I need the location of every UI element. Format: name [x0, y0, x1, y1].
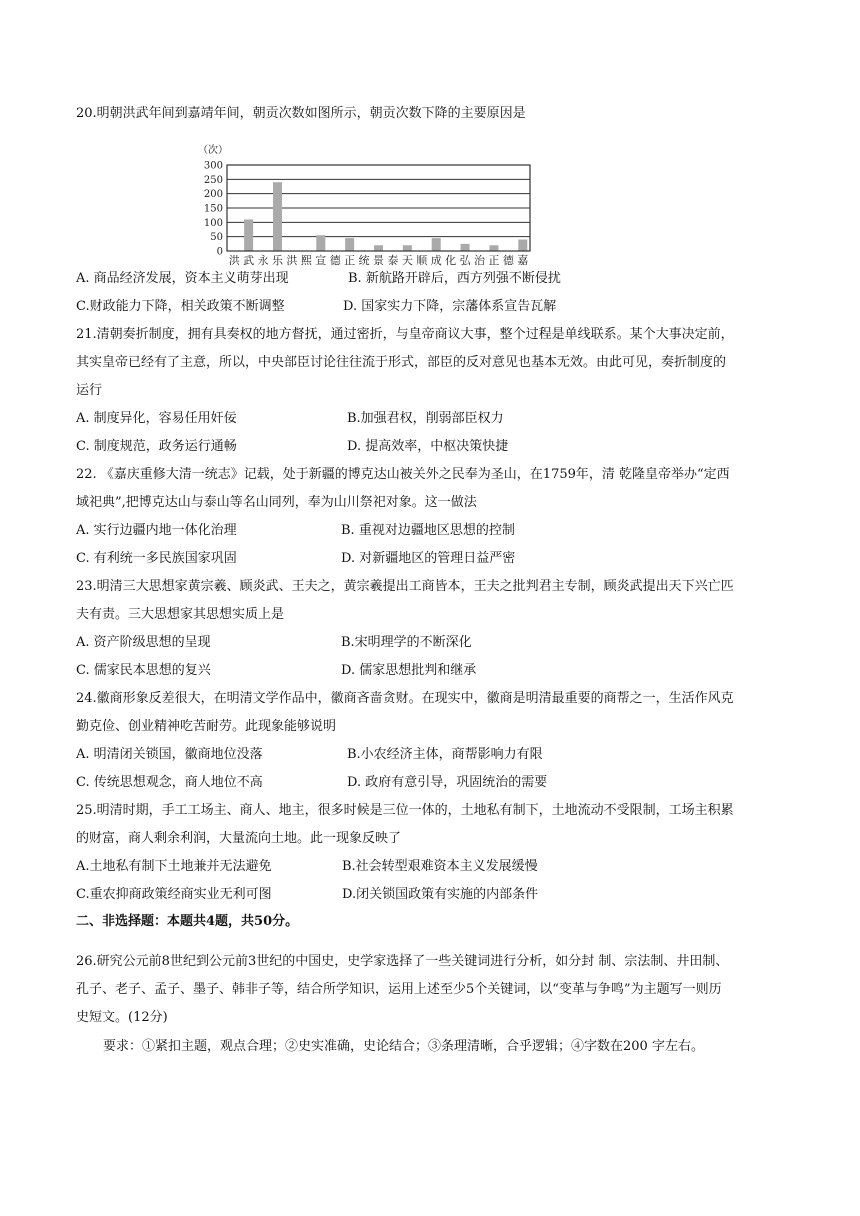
- chart-bars: [244, 182, 527, 251]
- x-tick-label: 成: [430, 254, 442, 267]
- q21-option-d: D. 提高效率，中枢决策快捷: [347, 439, 509, 454]
- q26-stem-line-1: 26.研究公元前8世纪到公元前3世纪的中国史，史学家选择了一些关键词进行分析，如分封 制、宗法制、井田制、: [76, 954, 729, 969]
- q22-option-c: C. 有利统一多民族国家巩固: [76, 551, 237, 566]
- x-tick-label: 顺: [416, 254, 428, 267]
- bar-6: [432, 238, 441, 251]
- chart-unit-label: （次）: [198, 145, 228, 156]
- q23-option-b: B.宋明理学的不断深化: [341, 635, 472, 650]
- q24-option-a: A. 明清闭关锁国，徽商地位没落: [76, 747, 263, 762]
- q24-option-c: C. 传统思想观念，商人地位不高: [76, 775, 263, 790]
- tribute-count-bar-chart: [196, 142, 546, 268]
- bar-9: [518, 240, 527, 251]
- x-tick-label: 熙: [300, 254, 312, 267]
- y-tick-label: 150: [203, 203, 223, 215]
- q20-option-b: B. 新航路开辟后，西方列强不断侵扰: [348, 271, 561, 286]
- x-tick-label: 嘉: [517, 254, 529, 267]
- q25-stem-line-1: 25.明清时期，手工工场主、商人、地主，很多时候是三位一体的，土地私有制下，土地流动不受限制，工场主积累: [76, 803, 734, 818]
- q26-stem-line-2: 孔子、老子、孟子、墨子、韩非子等，结合所学知识，运用上述至少5个关键词，以“变革与争鸣”为主题写一则历: [76, 982, 722, 997]
- q25-option-d: D.闭关锁国政策有实施的内部条件: [342, 887, 539, 902]
- x-tick-label: 武: [243, 254, 255, 267]
- q22-stem-line-2: 域祀典”,把博克达山与泰山等名山同列，奉为山川祭祀对象。这一做法: [76, 495, 477, 510]
- chart-y-ticks: [204, 161, 223, 258]
- q23-option-d: D. 儒家思想批判和继承: [341, 663, 477, 678]
- chart-grid: [227, 179, 530, 236]
- section-2-heading: 二、非选择题：本题共4题，共50分。: [76, 914, 299, 929]
- x-tick-label: 洪: [228, 254, 240, 267]
- x-tick-label: 泰: [387, 254, 399, 267]
- bar-1: [273, 182, 282, 251]
- q26-stem-line-3: 史短文。(12分): [76, 1010, 168, 1025]
- q20-option-a: A. 商品经济发展，资本主义萌芽出现: [76, 271, 289, 286]
- x-tick-label: 乐: [272, 254, 283, 267]
- q21-option-a: A. 制度异化，容易任用奸佞: [76, 411, 237, 426]
- bar-0: [244, 219, 253, 251]
- y-tick-label: 0: [216, 246, 223, 258]
- bar-3: [345, 238, 354, 251]
- y-tick-label: 100: [203, 217, 223, 229]
- x-tick-label: 化: [445, 254, 457, 267]
- q21-stem-line-1: 21.清朝奏折制度，拥有具奏权的地方督抚，通过密折，与皇帝商议大事，整个过程是单线联系。某个大事决定前，: [76, 327, 734, 342]
- q23-stem-line-2: 夫有责。三大思想家其思想实质上是: [76, 607, 285, 622]
- q22-option-b: B. 重视对边疆地区思想的控制: [341, 523, 515, 538]
- q25-option-c: C.重农抑商政策经商实业无利可图: [76, 887, 272, 902]
- x-tick-label: 洪: [286, 254, 298, 267]
- x-tick-label: 治: [474, 254, 485, 267]
- x-tick-label: 景: [373, 254, 384, 267]
- q24-stem-line-1: 24.徽商形象反差很大，在明清文学作品中，徽商吝啬贪财。在现实中，徽商是明清最重要的商帮之一，生活作风克: [76, 691, 734, 706]
- bar-5: [403, 245, 412, 251]
- x-tick-label: 德: [329, 254, 341, 267]
- x-tick-label: 弘: [459, 254, 471, 267]
- x-tick-label: 宣: [315, 254, 327, 267]
- q23-stem-line-1: 23.明清三大思想家黄宗羲、顾炎武、王夫之，黄宗羲提出工商皆本，王夫之批判君主专制，顾炎武提出天下兴亡匹: [76, 579, 734, 594]
- chart-x-ticks: [229, 253, 529, 267]
- x-tick-label: 永: [257, 254, 269, 267]
- q24-option-b: B.小农经济主体，商帮影响力有限: [347, 747, 543, 762]
- bar-8: [489, 245, 498, 251]
- q21-stem-line-3: 运行: [76, 383, 103, 398]
- q20-option-d: D. 国家实力下降，宗藩体系宣告瓦解: [343, 299, 557, 314]
- bar-7: [461, 244, 470, 251]
- y-tick-label: 250: [203, 174, 223, 186]
- q22-stem-line-1: 22. 《嘉庆重修大清一统志》记载，处于新疆的博克达山被关外之民奉为圣山，在1759年，清 乾隆皇帝举办“定西: [76, 467, 730, 482]
- q22-option-a: A. 实行边疆内地一体化治理: [76, 523, 237, 538]
- x-tick-label: 正: [488, 254, 500, 267]
- x-tick-label: 德: [502, 254, 514, 267]
- q26-requirement: 要求：①紧扣主题，观点合理；②史实准确，史论结合；③条理清晰，合乎逻辑；④字数在200 字左右。: [103, 1039, 704, 1054]
- x-tick-label: 正: [344, 254, 356, 267]
- q22-option-d: D. 对新疆地区的管理日益严密: [341, 551, 516, 566]
- q24-stem-line-2: 勤克俭、创业精神吃苦耐劳。此现象能够说明: [76, 719, 337, 734]
- q23-option-c: C. 儒家民本思想的复兴: [76, 663, 211, 678]
- q20-option-c: C.财政能力下降，相关政策不断调整: [76, 299, 285, 314]
- q21-stem-line-2: 其实皇帝已经有了主意，所以，中央部臣讨论往往流于形式，部臣的反对意见也基本无效。由此可见，奏折制度的: [76, 355, 727, 370]
- q21-option-b: B.加强君权，削弱部臣权力: [347, 411, 504, 426]
- q25-stem-line-2: 的财富，商人剩余利润，大量流向土地。此一现象反映了: [76, 831, 402, 846]
- y-tick-label: 200: [203, 189, 223, 201]
- q20-stem: 20.明朝洪武年间到嘉靖年间，朝贡次数如图所示，朝贡次数下降的主要原因是: [76, 106, 526, 121]
- y-tick-label: 50: [210, 232, 223, 244]
- q24-option-d: D. 政府有意引导，巩固统治的需要: [347, 775, 548, 790]
- y-tick-label: 300: [203, 160, 223, 172]
- bar-4: [374, 245, 383, 251]
- x-tick-label: 统: [358, 254, 370, 267]
- q25-option-b: B.社会转型艰难资本主义发展缓慢: [342, 859, 538, 874]
- x-tick-label: 天: [401, 254, 413, 267]
- q21-option-c: C. 制度规范，政务运行通畅: [76, 439, 237, 454]
- bar-2: [316, 235, 325, 251]
- q23-option-a: A. 资产阶级思想的呈现: [76, 635, 211, 650]
- q25-option-a: A.土地私有制下土地兼并无法避免: [76, 859, 272, 874]
